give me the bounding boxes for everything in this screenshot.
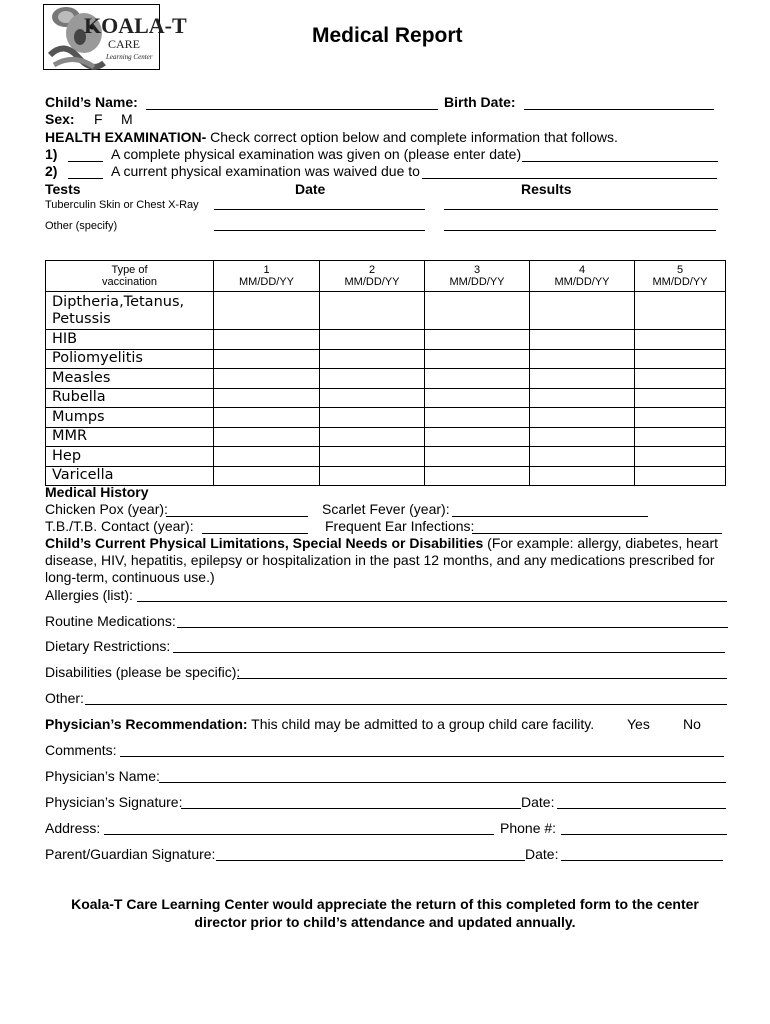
type-of-vaccination-header: Type of vaccination <box>46 261 214 292</box>
health-exam-line <box>45 129 618 146</box>
limitations-example: (For example: allergy, diabetes, heart <box>483 535 719 551</box>
dose-cell[interactable] <box>214 466 320 486</box>
tuberculin-result-field[interactable] <box>444 209 718 210</box>
dose-cell[interactable] <box>635 408 726 428</box>
scarlet-fever-field[interactable] <box>452 516 648 517</box>
dose-cell[interactable] <box>635 427 726 447</box>
table-row <box>46 447 726 467</box>
dose-1-header: 1 MM/DD/YY <box>214 261 320 292</box>
table-row <box>46 369 726 389</box>
physician-signature-label: Physician’s Signature: <box>45 794 183 810</box>
table-row <box>46 349 726 369</box>
table-row <box>46 466 726 486</box>
recommend-no-option[interactable]: No <box>683 716 701 732</box>
other-label: Other: <box>45 690 84 706</box>
logo-sub: CARE <box>108 37 141 51</box>
comments-label: Comments: <box>45 742 117 758</box>
other-test-result-field[interactable] <box>444 230 716 231</box>
dose-cell[interactable] <box>425 369 530 389</box>
physician-name-label: Physician’s Name: <box>45 768 160 784</box>
dose-cell[interactable] <box>635 369 726 389</box>
dose-cell[interactable] <box>530 408 635 428</box>
address-field[interactable] <box>104 834 494 835</box>
koala-t-logo <box>43 4 187 70</box>
other-test-date-field[interactable] <box>214 230 425 231</box>
vaccine-name: Rubella <box>46 388 214 408</box>
vaccine-name: Diptheria,Tetanus, Petussis <box>46 292 214 330</box>
table-row <box>46 292 726 330</box>
date-header: Date <box>295 181 326 197</box>
tuberculin-date-field[interactable] <box>214 209 425 210</box>
recommendation-heading: Physician’s Recommendation: <box>45 716 248 732</box>
dose-3-header: 3 MM/DD/YY <box>425 261 530 292</box>
ear-infections-label: Frequent Ear Infections: <box>325 518 475 534</box>
dose-cell[interactable] <box>425 330 530 350</box>
routine-medications-field[interactable] <box>177 627 728 628</box>
sex-option-m[interactable]: M <box>121 111 133 127</box>
recommendation-text: This child may be admitted to a group child care facility. <box>247 716 595 732</box>
dose-cell[interactable] <box>425 292 530 330</box>
limitations-line-2: disease, HIV, hepatitis, epilepsy or hospitalization in the past 12 months, and any medications prescribed for <box>45 552 715 568</box>
dose-cell[interactable] <box>530 466 635 486</box>
dose-cell[interactable] <box>214 330 320 350</box>
dose-cell[interactable] <box>635 292 726 330</box>
health-exam-heading: HEALTH EXAMINATION- <box>45 129 207 145</box>
dose-cell[interactable] <box>214 369 320 389</box>
logo-name: KOALA-T <box>84 13 187 38</box>
comments-field[interactable] <box>120 756 724 757</box>
footer-line-1: Koala-T Care Learning Center would appreciate the return of this completed form to the center <box>71 896 699 912</box>
dose-cell[interactable] <box>530 447 635 467</box>
dose-cell[interactable] <box>530 330 635 350</box>
dose-cell[interactable] <box>530 292 635 330</box>
dose-5-header: 5 MM/DD/YY <box>635 261 726 292</box>
parent-signature-label: Parent/Guardian Signature: <box>45 846 216 862</box>
sex-label: Sex: <box>45 111 75 127</box>
dose-cell[interactable] <box>530 369 635 389</box>
dose-cell[interactable] <box>214 292 320 330</box>
physician-signature-field[interactable] <box>181 808 521 809</box>
dose-cell[interactable] <box>635 447 726 467</box>
table-row <box>46 427 726 447</box>
dose-cell[interactable] <box>320 349 425 369</box>
option-1-number: 1) <box>45 146 58 162</box>
scarlet-fever-label: Scarlet Fever (year): <box>322 501 450 517</box>
disabilities-label: Disabilities (please be specific): <box>45 664 241 680</box>
routine-medications-label: Routine Medications: <box>45 613 176 629</box>
limitations-heading: Child’s Current Physical Limitations, Special Needs or Disabilities <box>45 535 484 551</box>
option-2-text: A current physical examination was waived due to <box>111 163 420 179</box>
table-header-row <box>46 261 726 292</box>
recommend-yes-option[interactable]: Yes <box>627 716 650 732</box>
parent-date-label: Date: <box>525 846 559 862</box>
child-name-field[interactable] <box>146 109 438 110</box>
dose-cell[interactable] <box>320 427 425 447</box>
phone-field[interactable] <box>561 834 727 835</box>
option-2-check-field[interactable] <box>68 178 103 179</box>
vaccine-name: MMR <box>46 427 214 447</box>
dose-cell[interactable] <box>320 466 425 486</box>
disabilities-field[interactable] <box>237 678 727 679</box>
dose-cell[interactable] <box>320 447 425 467</box>
page-title: Medical Report <box>312 24 463 47</box>
vaccine-name: HIB <box>46 330 214 350</box>
dose-cell[interactable] <box>214 447 320 467</box>
parent-signature-field[interactable] <box>216 860 525 861</box>
option-2-number: 2) <box>45 163 58 179</box>
ear-infections-field[interactable] <box>472 533 722 534</box>
dose-cell[interactable] <box>320 408 425 428</box>
tests-header: Tests <box>45 181 81 197</box>
dose-cell[interactable] <box>214 427 320 447</box>
dose-cell[interactable] <box>214 408 320 428</box>
birth-date-field[interactable] <box>524 109 714 110</box>
other-field[interactable] <box>85 704 727 705</box>
dose-cell[interactable] <box>425 388 530 408</box>
address-label: Address: <box>45 820 101 836</box>
dose-cell[interactable] <box>320 330 425 350</box>
dose-cell[interactable] <box>635 330 726 350</box>
dose-cell[interactable] <box>530 388 635 408</box>
tb-contact-label: T.B./T.B. Contact (year): <box>45 518 194 534</box>
table-row <box>46 388 726 408</box>
limitations-line-1 <box>45 535 718 552</box>
table-row <box>46 408 726 428</box>
phone-label: Phone #: <box>500 820 557 836</box>
footer-line-2: director prior to child’s attendance and updated annually. <box>194 914 576 930</box>
allergies-field[interactable] <box>137 601 727 602</box>
dose-cell[interactable] <box>425 408 530 428</box>
dose-cell[interactable] <box>214 388 320 408</box>
dietary-restrictions-label: Dietary Restrictions: <box>45 638 171 654</box>
vaccine-name: Mumps <box>46 408 214 428</box>
limitations-line-3: long-term, continuous use.) <box>45 569 215 585</box>
chicken-pox-field[interactable] <box>166 516 308 517</box>
vaccine-name: Poliomyelitis <box>46 349 214 369</box>
option-1-text: A complete physical examination was given on (please enter date) <box>111 146 522 162</box>
dose-cell[interactable] <box>425 427 530 447</box>
dose-2-header: 2 MM/DD/YY <box>320 261 425 292</box>
dose-cell[interactable] <box>214 349 320 369</box>
dose-cell[interactable] <box>530 349 635 369</box>
waived-reason-field[interactable] <box>422 178 717 179</box>
physician-recommendation <box>45 716 594 733</box>
allergies-label: Allergies (list): <box>45 587 133 603</box>
chicken-pox-label: Chicken Pox (year): <box>45 501 168 517</box>
child-name-label: Child’s Name: <box>45 94 138 110</box>
other-test-label: Other (specify) <box>45 220 118 232</box>
dose-cell[interactable] <box>320 369 425 389</box>
vaccine-name: Hep <box>46 447 214 467</box>
footer-note <box>0 895 770 931</box>
logo-tagline: Learning Center <box>106 53 153 61</box>
vaccine-name: Varicella <box>46 466 214 486</box>
table-row <box>46 330 726 350</box>
exam-date-field[interactable] <box>522 161 718 162</box>
vaccine-name: Measles <box>46 369 214 389</box>
dose-cell[interactable] <box>425 466 530 486</box>
tb-contact-field[interactable] <box>202 533 308 534</box>
sex-option-f[interactable]: F <box>94 111 103 127</box>
dose-cell[interactable] <box>635 388 726 408</box>
dose-cell[interactable] <box>320 292 425 330</box>
results-header: Results <box>521 181 572 197</box>
dose-cell[interactable] <box>425 349 530 369</box>
physician-name-field[interactable] <box>159 782 726 783</box>
health-exam-instruction: Check correct option below and complete information that follows. <box>206 129 618 145</box>
dose-cell[interactable] <box>320 388 425 408</box>
parent-date-field[interactable] <box>561 860 723 861</box>
dose-cell[interactable] <box>530 427 635 447</box>
birth-date-label: Birth Date: <box>444 94 516 110</box>
dose-cell[interactable] <box>425 447 530 467</box>
tuberculin-label: Tuberculin Skin or Chest X-Ray <box>45 199 199 211</box>
dose-4-header: 4 MM/DD/YY <box>530 261 635 292</box>
vaccination-table <box>45 260 726 486</box>
physician-date-label: Date: <box>521 794 555 810</box>
medical-history-heading: Medical History <box>45 484 149 500</box>
physician-date-field[interactable] <box>557 808 726 809</box>
dose-cell[interactable] <box>635 349 726 369</box>
dietary-restrictions-field[interactable] <box>173 652 725 653</box>
dose-cell[interactable] <box>635 466 726 486</box>
option-1-check-field[interactable] <box>68 161 103 162</box>
